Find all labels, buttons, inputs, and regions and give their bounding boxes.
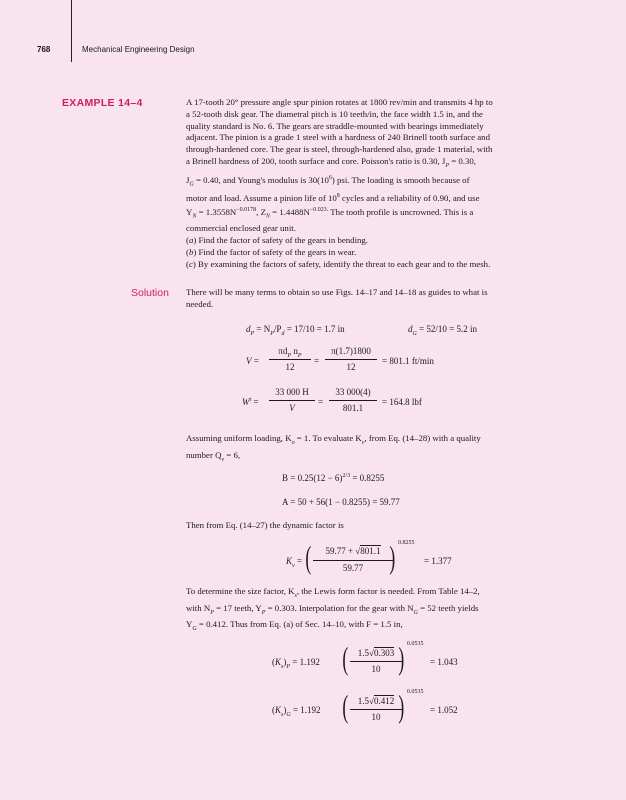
equation-kv-exponent: 0.8255 bbox=[398, 540, 415, 546]
equation-dg-rhs: = 52/10 = 5.2 in bbox=[419, 324, 477, 334]
problem-statement: A 17-tooth 20° pressure angle spur pinion rotates at 1800 rev/min and transmits 4 hp to a 52-tooth disk gear. The diametral pitch is 10 teeth/in, the face width 1.5 in, and the quality standard is No. 6. The gears are straddle-mounted with bearings immediately adjacent. The pinion is a grade 1 steel with a hardness of 240 Brinell tooth surface and through-hardened core. The gear is steel, through-hardened also, grade 1 material, with a Brinell hardness of 200, tooth surface and core. Poisson's ratio is 0.30, $J_P = 0.30$, $J_G = 0.40$, and Young's modulus is $30(10^6)$ psi. The loading is smooth because of motor and load. Assume a pinion life of $10^8$ cycles and a reliability of 0.90, and use $Y_N = 1.3558N^{-0.0178}$, $Z_N = 1.4488N^{-0.023.}$ The tooth profile is uncrowned. This is a commercial enclosed gear unit. (a) Find the factor of safety of the gears in bending. (b) Find the factor of safety of the gears in wear. (c) By examining the factors of safety, identify the threat to each gear and to the mesh. bbox=[186, 97, 493, 269]
equation-ksg-coefficient: = 1.192 bbox=[292, 705, 321, 715]
solution-label: Solution bbox=[131, 287, 169, 299]
fraction-bar bbox=[269, 400, 315, 401]
fraction-bar bbox=[325, 359, 377, 360]
equation-ksp-denominator: 10 bbox=[371, 664, 381, 674]
fraction-bar bbox=[329, 400, 377, 401]
equation-kv-lhs: $K_v$ = bbox=[286, 556, 303, 569]
equation-w-denominator: V bbox=[289, 403, 295, 413]
solution-intro: There will be many terms to obtain so use Figs. 14–17 and 14–18 as guides to what is needed. bbox=[186, 287, 488, 309]
equation-ksp-coefficient: = 1.192 bbox=[292, 657, 320, 667]
page-number: 768 bbox=[37, 45, 51, 54]
equation-b: $B = 0.25(12 - 6)^{2/3} = 0.8255$ bbox=[282, 473, 385, 483]
fraction-bar bbox=[350, 661, 402, 662]
paragraph-uniform-loading: Assuming uniform loading, $K_o = 1$. To evaluate $K_v$, from Eq. (14–28) with a quality number $Q_v = 6$, bbox=[186, 433, 481, 463]
equation-ksp-numerator: 1.5√0.303 bbox=[357, 648, 395, 658]
paragraph-dynamic-factor: Then from Eq. (14–27) the dynamic factor is bbox=[186, 520, 344, 530]
equation-ksp-result: = 1.043 bbox=[430, 657, 458, 667]
equation-v-denominator: 12 bbox=[285, 362, 295, 372]
equals-sign: = bbox=[318, 397, 324, 407]
equation-w-result: = 164.8 lbf bbox=[382, 397, 422, 407]
equation-v-numerator: $\pi d_P$ $n_P$ bbox=[278, 346, 302, 359]
left-paren: ( bbox=[305, 539, 312, 575]
equation-w-numerator-2: 33 000(4) bbox=[335, 387, 371, 397]
fraction-bar bbox=[269, 359, 311, 360]
equation-v-denominator-2: 12 bbox=[346, 362, 356, 372]
equation-kv-result: = 1.377 bbox=[424, 556, 452, 566]
equation-w-lhs: $W^t$ = bbox=[242, 397, 259, 407]
paragraph-size-factor: To determine the size factor, $K_s$, the Lewis form factor is needed. From Table 14–2, with $N_P = 17$ teeth, $Y_P = 0.303$. Interpolation for the gear with $N_G = 52$ teeth yields $Y_G = 0.412$. Thus from Eq. (a) of Sec. 14–10, with F = 1.5 in, bbox=[186, 586, 480, 632]
equation-w-denominator-2: 801.1 bbox=[342, 403, 364, 413]
equation-ksp-lhs: $(K_s)_P = 1.192$ bbox=[272, 657, 320, 670]
equation-v-lhs: V = bbox=[246, 356, 259, 366]
example-label: EXAMPLE 14–4 bbox=[62, 97, 143, 109]
right-paren: ) bbox=[389, 539, 396, 575]
book-title: Mechanical Engineering Design bbox=[82, 45, 195, 54]
equation-dg: $d_G = 52/10 = 5.2$ in bbox=[408, 324, 477, 337]
fraction-bar bbox=[350, 709, 402, 710]
header-rule bbox=[71, 0, 72, 62]
fraction-bar bbox=[313, 560, 393, 561]
equation-w-numerator: 33 000 H bbox=[275, 387, 309, 397]
left-paren: ( bbox=[342, 640, 349, 676]
equation-ksg-lhs: $(K_s)_G = 1.192$ bbox=[272, 705, 321, 718]
equation-ksg-exponent: 0.0535 bbox=[407, 689, 424, 695]
equation-dp: $d_P = N_P/P_d = 17/10 = 1.7$ in bbox=[246, 324, 345, 337]
left-paren: ( bbox=[342, 688, 349, 724]
equation-dp-rhs: = $N_P/P_d = 17/10 = 1.7$ in bbox=[256, 324, 345, 337]
equation-kv-numerator: 59.77 + √801.1 bbox=[325, 546, 381, 556]
equation-ksp-exponent: 0.0535 bbox=[407, 641, 424, 647]
right-paren: ) bbox=[398, 640, 405, 676]
equation-ksg-numerator: 1.5√0.412 bbox=[357, 696, 395, 706]
equation-ksg-denominator: 10 bbox=[371, 712, 381, 722]
equation-a: A = 50 + 56(1 − 0.8255) = 59.77 bbox=[282, 497, 400, 507]
equation-kv-denominator: 59.77 bbox=[342, 563, 364, 573]
equation-ksg-result: = 1.052 bbox=[430, 705, 458, 715]
equation-v-numerator-2: π(1.7)1800 bbox=[331, 346, 371, 356]
equation-v-result: = 801.1 ft/min bbox=[382, 356, 434, 366]
right-paren: ) bbox=[398, 688, 405, 724]
equals-sign: = bbox=[314, 356, 320, 366]
